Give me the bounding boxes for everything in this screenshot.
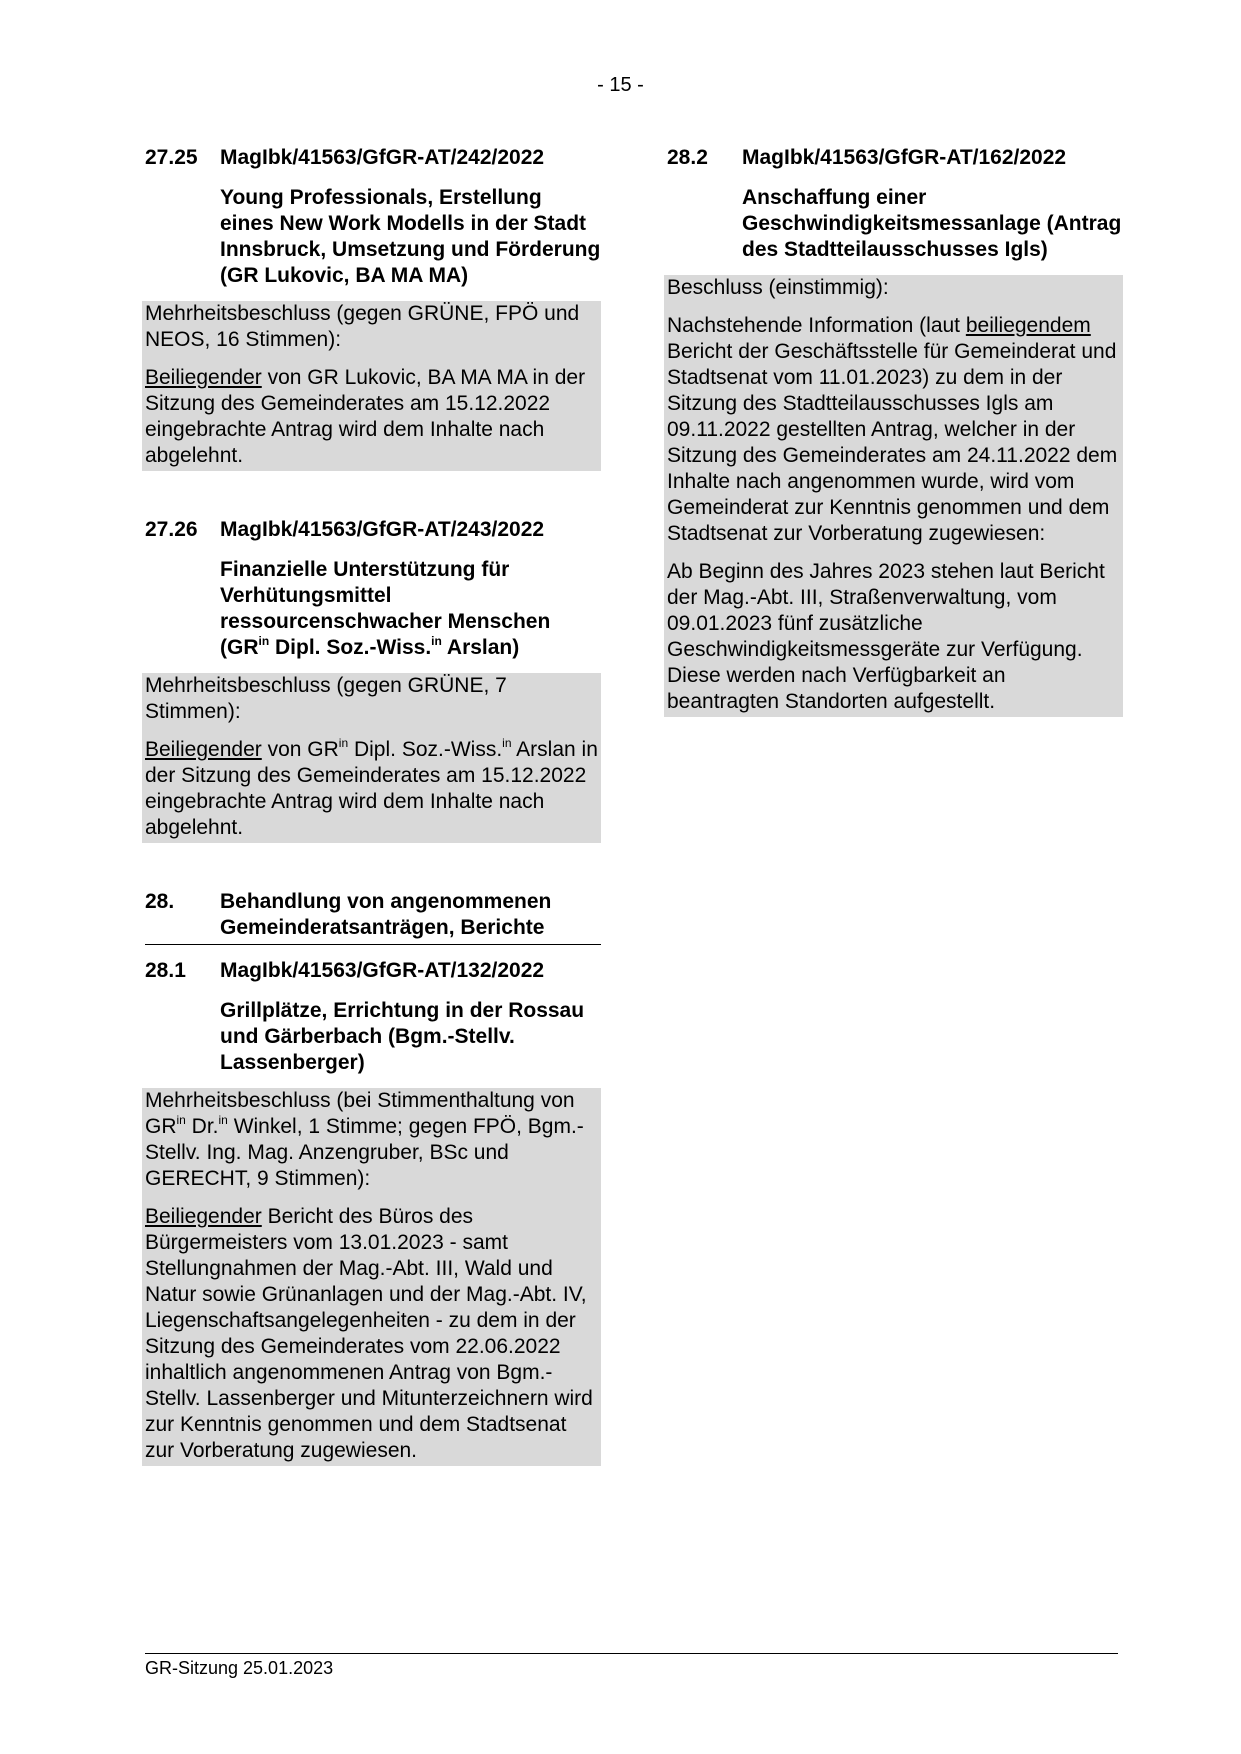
decision-box [142,1088,601,1466]
body-part: Arslan in der Sitzung des Gemeinderates am 15.12.2022 eingebrachte Antrag wird dem Inhalte nach abgelehnt. [145,738,598,839]
information-text: Ab Beginn des Jahres 2023 stehen laut Bericht der Mag.-Abt. III, Straßenverwaltung, vom 09.01.2023 fünf zusätzliche Geschwindigkeitsmessgeräte zur Verfügung. Diese werden nach Verfügbarkeit an beantragten Standorten aufgestellt. [667,560,1105,713]
decision-box [142,673,601,843]
item-title: Anschaffung einer Geschwindigkeitsmessanlage (Antrag des Stadtteilausschusses Igls) [742,186,1122,261]
agenda-item-27-26 [145,517,601,843]
item-reference: MagIbk/41563/GfGR-AT/162/2022 [742,146,1067,169]
page-number: - 15 - [597,74,644,96]
decision-box [142,301,601,471]
left-column [145,145,601,1466]
item-heading [145,517,601,543]
item-heading [145,145,601,171]
decision-body [667,313,1120,547]
underlined-word: beiliegendem [965,314,1091,337]
body-part: Bericht der Geschäftsstelle für Gemeinderat und Stadtsenat vom 11.01.2023) zu dem in der Sitzung des Stadtteilausschusses Igls am 09.11.2022 gestellten Antrag, welcher in der Sitzung des Gemeinderates am 24.11.2022 dem Inhalte nach angenommen wurde, wird vom Gemeinderat zur Kenntnis genommen und dem Stadtsenat zur Vorberatung zugewiesen: [667,340,1118,545]
superscript: in [502,736,512,750]
right-column [667,145,1123,763]
superscript: in [258,634,270,648]
item-heading [667,145,1123,171]
decision-body-text: Bericht des Büros des Bürgermeisters vom 13.01.2023 - samt Stellungnahmen der Mag.-Abt. III, Wald und Natur sowie Grünanlagen und der Mag.-Abt. IV, Liegenschaftsangelegenheiten - zu dem in der Sitzung des Gemeinderates vom 22.06.2022 inhaltlich angenommenen Antrag von Bgm.-Stellv. Lassenberger und Mitunterzeichnern wird zur Kenntnis genommen und dem Stadtsenat zur Vorberatung zugewiesen. [145,1205,593,1462]
underlined-word: Beiliegender [145,1205,262,1228]
decision-body [145,1204,598,1464]
section-title: Behandlung von angenommenen Gemeinderatsanträgen, Berichte [220,890,552,939]
section-number: 28. [145,890,175,913]
agenda-item-27-25 [145,145,601,471]
superscript: in [431,634,442,648]
resolution-text: Beschluss (einstimmig): [667,276,889,299]
underlined-word: Beiliegender [145,366,262,389]
agenda-item-28-1 [145,958,601,1466]
section-heading-28 [145,889,601,945]
resolution-text: Mehrheitsbeschluss (gegen GRÜNE, 7 Stimmen): [145,674,507,723]
underlined-word: Beiliegender [145,738,262,761]
item-number: 28.1 [145,959,186,982]
superscript: in [338,736,349,750]
title-part: Dipl. Soz.-Wiss. [269,636,432,659]
item-number: 27.25 [145,146,198,169]
resolution-part: Winkel, 1 Stimme; gegen FPÖ, Bgm.-Stellv. Ing. Mag. Anzengruber, BSc und GERECHT, 9 Stimmen): [145,1115,584,1190]
item-title [220,557,601,661]
title-part: Finanzielle Unterstützung für Verhütungsmittel ressourcenschwacher Menschen (GR [220,558,551,659]
decision-box [664,275,1123,717]
agenda-item-28-2 [667,145,1123,717]
body-part: von GR [261,738,339,761]
item-reference: MagIbk/41563/GfGR-AT/132/2022 [220,959,545,982]
item-number: 28.2 [667,146,708,169]
superscript: in [218,1113,228,1127]
item-title: Young Professionals, Erstellung eines New Work Modells in der Stadt Innsbruck, Umsetzung und Förderung (GR Lukovic, BA MA MA) [220,186,601,287]
item-heading [145,958,601,984]
resolution-part: Mehrheitsbeschluss (bei Stimmenthaltung von GR [145,1089,575,1138]
superscript: in [176,1113,186,1127]
item-reference: MagIbk/41563/GfGR-AT/242/2022 [220,146,545,169]
body-part: Dipl. Soz.-Wiss. [348,738,503,761]
page-footer: GR-Sitzung 25.01.2023 [145,1653,1118,1679]
item-title: Grillplätze, Errichtung in der Rossau und Gärberbach (Bgm.-Stellv. Lassenberger) [220,999,585,1074]
item-reference: MagIbk/41563/GfGR-AT/243/2022 [220,518,545,541]
decision-body [145,365,598,469]
decision-body [145,737,598,841]
resolution-part: Dr. [185,1115,219,1138]
body-part: Nachstehende Information (laut [667,314,966,337]
item-number: 27.26 [145,518,198,541]
resolution-text [145,1088,598,1192]
title-part: Arslan) [441,636,520,659]
resolution-text: Mehrheitsbeschluss (gegen GRÜNE, FPÖ und NEOS, 16 Stimmen): [145,302,580,351]
decision-body-text: von GR Lukovic, BA MA MA in der Sitzung des Gemeinderates am 15.12.2022 eingebrachte Antrag wird dem Inhalte nach abgelehnt. [145,366,586,467]
